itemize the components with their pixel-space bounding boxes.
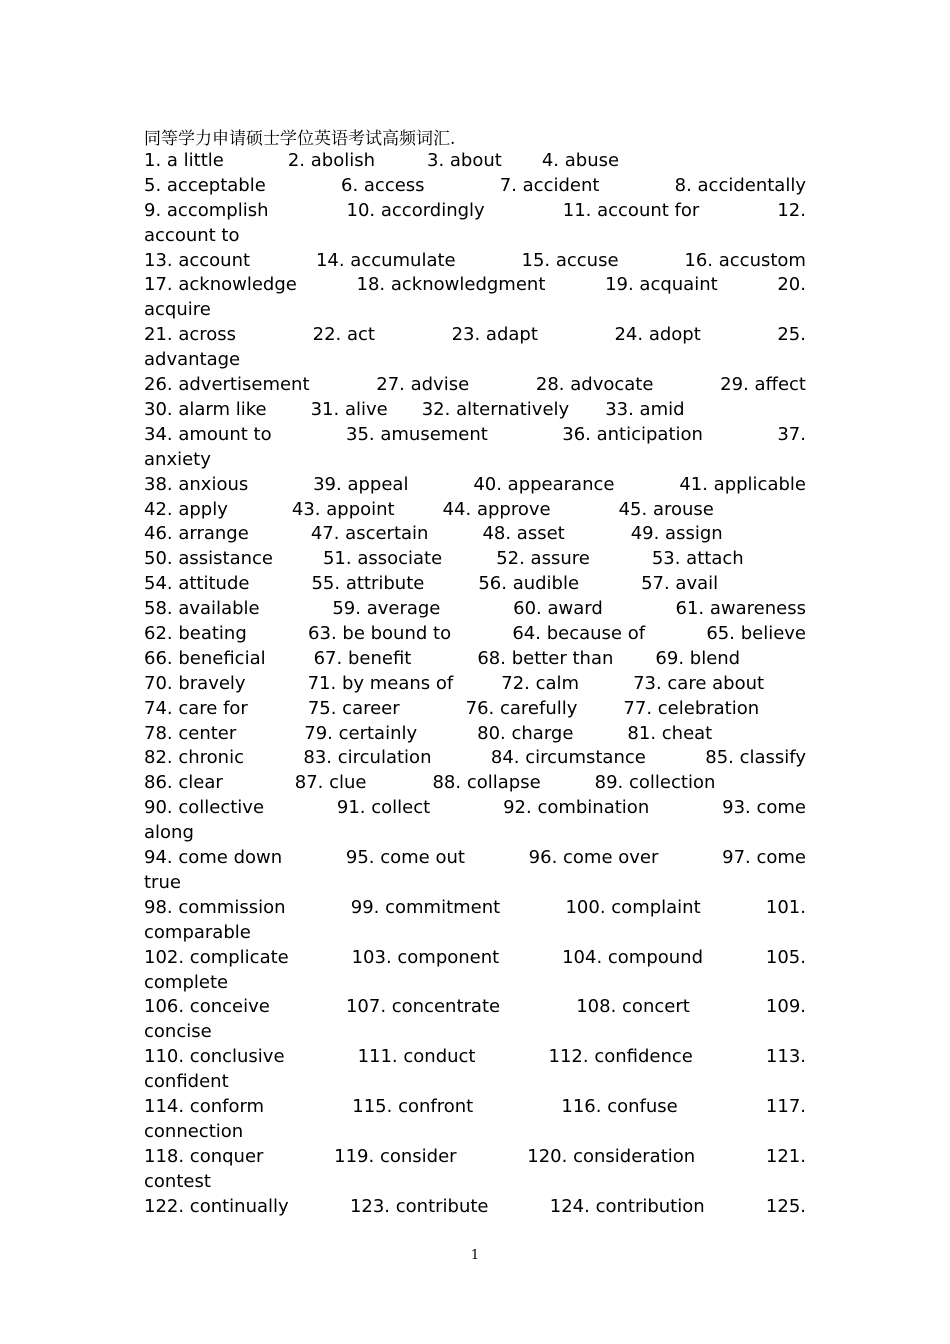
vocab-entry: 116. confuse (561, 1096, 678, 1117)
vocab-entry: 95. come out (345, 847, 465, 869)
vocab-line (144, 871, 806, 896)
vocab-entry: 44. approve (442, 498, 551, 520)
vocab-line (144, 921, 806, 946)
vocab-entry: 8. accidentally (674, 174, 806, 196)
vocab-line (144, 1145, 806, 1170)
vocab-entry: 117. (765, 1096, 806, 1117)
vocab-entry: 124. contribution (549, 1195, 705, 1217)
vocab-entry: 107. concentrate (345, 996, 501, 1018)
vocab-entry: 48. asset (482, 523, 565, 545)
document-title: 同等学力申请硕士学位英语考试高频词汇. (144, 129, 456, 149)
vocab-entry: 38. anxious (144, 473, 249, 495)
vocab-entry: acquire (144, 299, 211, 321)
vocab-entry: 85. classify (705, 747, 806, 769)
vocab-entry: 94. come down (144, 847, 283, 869)
vocab-entry: 60. award (513, 598, 603, 620)
vocab-entry: 30. alarm like (144, 398, 267, 420)
vocab-entry: 108. concert (576, 996, 690, 1018)
vocab-entry: 96. come over (528, 847, 659, 869)
vocab-line (144, 821, 806, 846)
vocab-line (144, 498, 806, 523)
vocab-entry: 18. acknowledgment (356, 274, 546, 296)
vocab-entry: 113. (765, 1046, 806, 1068)
vocab-entry: 86. clear (144, 772, 223, 794)
vocab-entry: 21. across (144, 324, 237, 346)
vocab-entry: 84. circumstance (490, 747, 646, 769)
vocab-entry: 65. believe (706, 622, 806, 644)
page-number: 1 (470, 1248, 480, 1263)
vocab-entry: 28. advocate (535, 374, 654, 396)
vocab-entry: anxiety (144, 448, 211, 470)
vocab-entry: 101. (765, 896, 806, 918)
vocab-entry: 114. conform (144, 1096, 265, 1117)
vocab-entry: 81. cheat (627, 722, 713, 744)
vocab-entry: 56. audible (478, 573, 580, 595)
vocab-entry: 91. collect (336, 797, 431, 819)
vocab-entry: 99. commitment (350, 896, 501, 918)
vocab-entry: 29. affect (720, 374, 806, 396)
vocab-line (144, 1120, 806, 1145)
vocab-entry: 102. complicate (144, 946, 289, 968)
vocab-entry: 68. better than (477, 647, 614, 669)
vocab-entry: 89. collection (594, 772, 716, 794)
vocab-line (144, 1020, 806, 1045)
vocab-entry: 16. accustom (684, 249, 806, 271)
vocab-line (144, 622, 806, 647)
vocab-entry: 120. consideration (527, 1145, 696, 1167)
vocab-entry: 119. consider (334, 1145, 457, 1167)
vocab-line (144, 174, 806, 199)
vocab-line (144, 896, 806, 921)
vocab-entry: comparable (144, 921, 251, 943)
vocab-entry: 90. collective (144, 797, 265, 819)
vocab-line (144, 298, 806, 323)
vocab-entry: 57. avail (641, 573, 719, 595)
vocabulary-list (144, 149, 806, 1219)
vocab-entry: 74. care for (144, 697, 248, 719)
vocab-entry: 4. abuse (541, 150, 620, 171)
vocab-entry: along (144, 822, 194, 844)
vocab-entry: 105. (765, 946, 806, 968)
vocab-line (144, 597, 806, 622)
vocab-line (144, 323, 806, 348)
vocab-entry: 79. certainly (304, 722, 418, 744)
vocab-line (144, 149, 806, 174)
vocab-entry: 63. be bound to (308, 622, 452, 644)
vocab-entry: account to (144, 224, 240, 246)
vocab-entry: 71. by means of (307, 672, 454, 694)
vocab-entry: 122. continually (144, 1195, 289, 1217)
vocab-line (144, 647, 806, 672)
vocab-entry: connection (144, 1120, 244, 1142)
vocab-line (144, 522, 806, 547)
vocab-line (144, 224, 806, 249)
vocab-entry: 66. beneficial (144, 647, 266, 669)
vocab-entry: 52. assure (496, 548, 590, 570)
vocab-entry: 64. because of (512, 622, 646, 644)
vocab-line (144, 1070, 806, 1095)
vocab-entry: 110. conclusive (144, 1046, 285, 1068)
vocab-entry: 50. assistance (144, 548, 273, 570)
vocab-entry: 70. bravely (144, 672, 246, 694)
vocab-entry: 82. chronic (144, 747, 244, 769)
vocab-entry: 125. (765, 1195, 806, 1217)
vocab-entry: 5. acceptable (144, 174, 266, 196)
vocab-entry: 23. adapt (451, 324, 538, 346)
vocab-entry: 36. anticipation (562, 423, 703, 445)
vocab-entry: 61. awareness (675, 598, 806, 620)
vocab-entry: 83. circulation (303, 747, 432, 769)
vocab-entry: contest (144, 1170, 211, 1192)
vocab-line (144, 771, 806, 796)
vocab-entry: 32. alternatively (421, 398, 570, 420)
vocab-entry: 112. confidence (548, 1046, 693, 1068)
vocab-entry: 41. applicable (679, 473, 806, 495)
vocab-line (144, 995, 806, 1020)
vocab-entry: 97. come (722, 847, 806, 869)
vocab-line (144, 746, 806, 771)
vocab-entry: 73. care about (633, 672, 765, 694)
vocab-entry: 22. act (312, 324, 375, 346)
vocab-entry: 76. carefully (465, 697, 578, 719)
vocab-line (144, 473, 806, 498)
vocab-entry: 54. attitude (144, 573, 250, 595)
vocab-entry: 93. come (722, 797, 806, 819)
vocab-entry: 12. (777, 199, 806, 221)
vocab-entry: 1. a little (144, 150, 224, 171)
vocab-line (144, 946, 806, 971)
vocab-entry: 59. average (332, 598, 441, 620)
vocab-entry: 69. blend (655, 647, 741, 669)
vocab-entry: 33. amid (605, 398, 685, 420)
vocab-line (144, 199, 806, 224)
vocab-entry: 25. (777, 324, 806, 346)
vocab-entry: 3. about (427, 150, 502, 171)
vocab-line (144, 722, 806, 747)
vocab-entry: advantage (144, 349, 241, 371)
vocab-entry: 75. career (307, 697, 400, 719)
vocab-line (144, 846, 806, 871)
vocab-entry: 51. associate (322, 548, 443, 570)
vocab-entry: 43. appoint (291, 498, 395, 520)
vocab-entry: 78. center (144, 722, 237, 744)
vocab-entry: 47. ascertain (310, 523, 429, 545)
vocab-entry: complete (144, 971, 229, 993)
vocab-line (144, 697, 806, 722)
vocab-entry: true (144, 871, 181, 893)
vocab-line (144, 348, 806, 373)
vocab-line (144, 1170, 806, 1195)
vocab-entry: 19. acquaint (605, 274, 718, 296)
vocab-entry: 40. appearance (473, 473, 615, 495)
vocab-entry: 39. appeal (313, 473, 409, 495)
vocab-entry: 13. account (144, 249, 251, 271)
vocab-line (144, 249, 806, 274)
vocab-line (144, 971, 806, 996)
vocab-line (144, 373, 806, 398)
vocab-entry: confident (144, 1071, 229, 1093)
vocab-entry: 104. compound (562, 946, 704, 968)
vocab-entry: 67. benefit (313, 647, 412, 669)
vocab-entry: 35. amusement (346, 423, 488, 445)
vocab-entry: 106. conceive (144, 996, 270, 1018)
vocab-entry: 87. clue (294, 772, 367, 794)
vocab-entry: 10. accordingly (346, 199, 485, 221)
vocab-entry: 45. arouse (618, 498, 714, 520)
vocab-entry: 103. component (351, 946, 500, 968)
vocab-line (144, 547, 806, 572)
vocab-line (144, 1095, 806, 1120)
vocab-entry: 15. accuse (521, 249, 619, 271)
vocab-line (144, 1045, 806, 1070)
vocab-line (144, 672, 806, 697)
vocab-entry: 24. adopt (614, 324, 701, 346)
vocab-entry: 53. attach (651, 548, 744, 570)
vocab-entry: 49. assign (630, 523, 723, 545)
vocab-entry: 80. charge (477, 722, 574, 744)
vocab-line (144, 273, 806, 298)
vocab-entry: 92. combination (503, 797, 650, 819)
vocab-line (144, 572, 806, 597)
vocab-entry: 11. account for (562, 199, 700, 221)
vocab-entry: 111. conduct (357, 1046, 476, 1068)
vocab-entry: 6. access (341, 174, 425, 196)
vocab-entry: 115. confront (352, 1096, 474, 1117)
vocab-entry: 77. celebration (623, 697, 760, 719)
vocab-entry: 2. abolish (287, 150, 375, 171)
vocab-entry: 31. alive (310, 398, 388, 420)
vocab-entry: 72. calm (501, 672, 580, 694)
vocab-entry: 14. accumulate (315, 249, 456, 271)
vocab-entry: 109. (765, 996, 806, 1018)
vocab-entry: 121. (765, 1145, 806, 1167)
vocab-entry: 55. attribute (311, 573, 425, 595)
vocab-line (144, 796, 806, 821)
vocab-entry: 58. available (144, 598, 260, 620)
vocab-entry: 118. conquer (144, 1145, 264, 1167)
vocab-entry: 100. complaint (565, 896, 701, 918)
vocab-entry: 9. accomplish (144, 199, 269, 221)
vocab-line (144, 448, 806, 473)
vocab-entry: 123. contribute (349, 1195, 489, 1217)
vocab-line (144, 398, 806, 423)
vocab-entry: 42. apply (144, 498, 228, 520)
vocab-entry: 7. accident (499, 174, 600, 196)
vocab-entry: 37. (777, 423, 806, 445)
vocab-entry: 46. arrange (144, 523, 249, 545)
vocab-entry: 34. amount to (144, 423, 272, 445)
vocab-line (144, 1195, 806, 1220)
vocab-entry: 26. advertisement (144, 374, 310, 396)
vocab-entry: 20. (777, 274, 806, 296)
vocab-entry: concise (144, 1021, 212, 1043)
vocab-entry: 62. beating (144, 622, 247, 644)
vocab-line (144, 423, 806, 448)
vocab-entry: 17. acknowledge (144, 274, 297, 296)
vocab-entry: 98. commission (144, 896, 286, 918)
vocab-entry: 88. collapse (432, 772, 541, 794)
vocab-entry: 27. advise (376, 374, 470, 396)
